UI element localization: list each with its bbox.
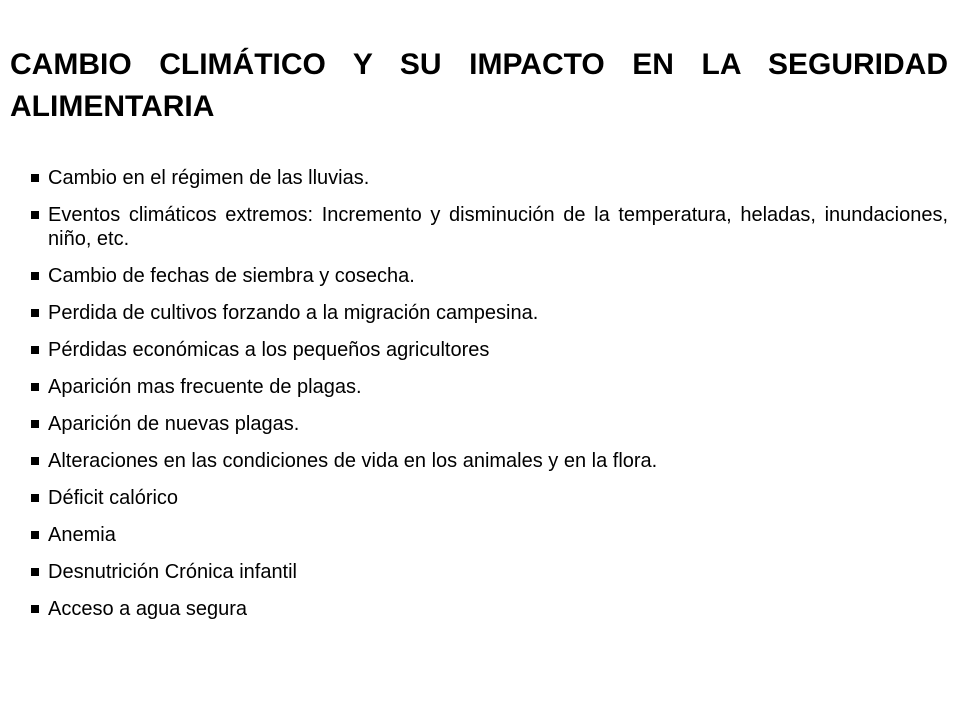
square-bullet-icon	[31, 605, 39, 613]
bullet-text: Aparición de nuevas plagas.	[48, 413, 300, 435]
bullet-item	[30, 597, 948, 621]
bullet-item	[30, 301, 948, 325]
square-bullet-icon	[31, 346, 39, 354]
bullet-item	[30, 264, 948, 288]
bullet-item	[30, 412, 948, 436]
square-bullet-icon	[31, 272, 39, 280]
square-bullet-icon	[31, 494, 39, 502]
square-bullet-icon	[31, 211, 39, 219]
square-bullet-icon	[31, 383, 39, 391]
square-bullet-icon	[31, 174, 39, 182]
bullet-item	[30, 560, 948, 584]
bullet-text: Desnutrición Crónica infantil	[48, 561, 298, 583]
bullet-item	[30, 338, 948, 362]
square-bullet-icon	[31, 309, 39, 317]
bullet-text: Cambio de fechas de siembra y cosecha.	[48, 265, 415, 287]
bullet-text: Eventos climáticos extremos: Incremento y disminución de la temperatura, heladas, inundaciones, niño, etc.	[48, 204, 948, 250]
bullet-item	[30, 449, 948, 473]
bullet-item	[30, 166, 948, 190]
bullet-text: Déficit calórico	[48, 487, 179, 509]
bullet-text: Acceso a agua segura	[48, 598, 248, 620]
slide-title: CAMBIO CLIMÁTICO Y SU IMPACTO EN LA SEGURIDAD ALIMENTARIA	[10, 48, 948, 123]
bullet-text: Perdida de cultivos forzando a la migración campesina.	[48, 302, 539, 324]
bullet-item	[30, 486, 948, 510]
square-bullet-icon	[31, 457, 39, 465]
bullet-text: Alteraciones en las condiciones de vida en los animales y en la flora.	[48, 450, 658, 472]
bullet-text: Cambio en el régimen de las lluvias.	[48, 167, 370, 189]
square-bullet-icon	[31, 531, 39, 539]
bullet-text: Pérdidas económicas a los pequeños agricultores	[48, 339, 490, 361]
bullet-list	[30, 166, 948, 634]
bullet-text: Anemia	[48, 524, 116, 546]
square-bullet-icon	[31, 568, 39, 576]
bullet-text: Aparición mas frecuente de plagas.	[48, 376, 362, 398]
bullet-item	[30, 523, 948, 547]
bullet-item	[30, 203, 948, 251]
bullet-item	[30, 375, 948, 399]
square-bullet-icon	[31, 420, 39, 428]
